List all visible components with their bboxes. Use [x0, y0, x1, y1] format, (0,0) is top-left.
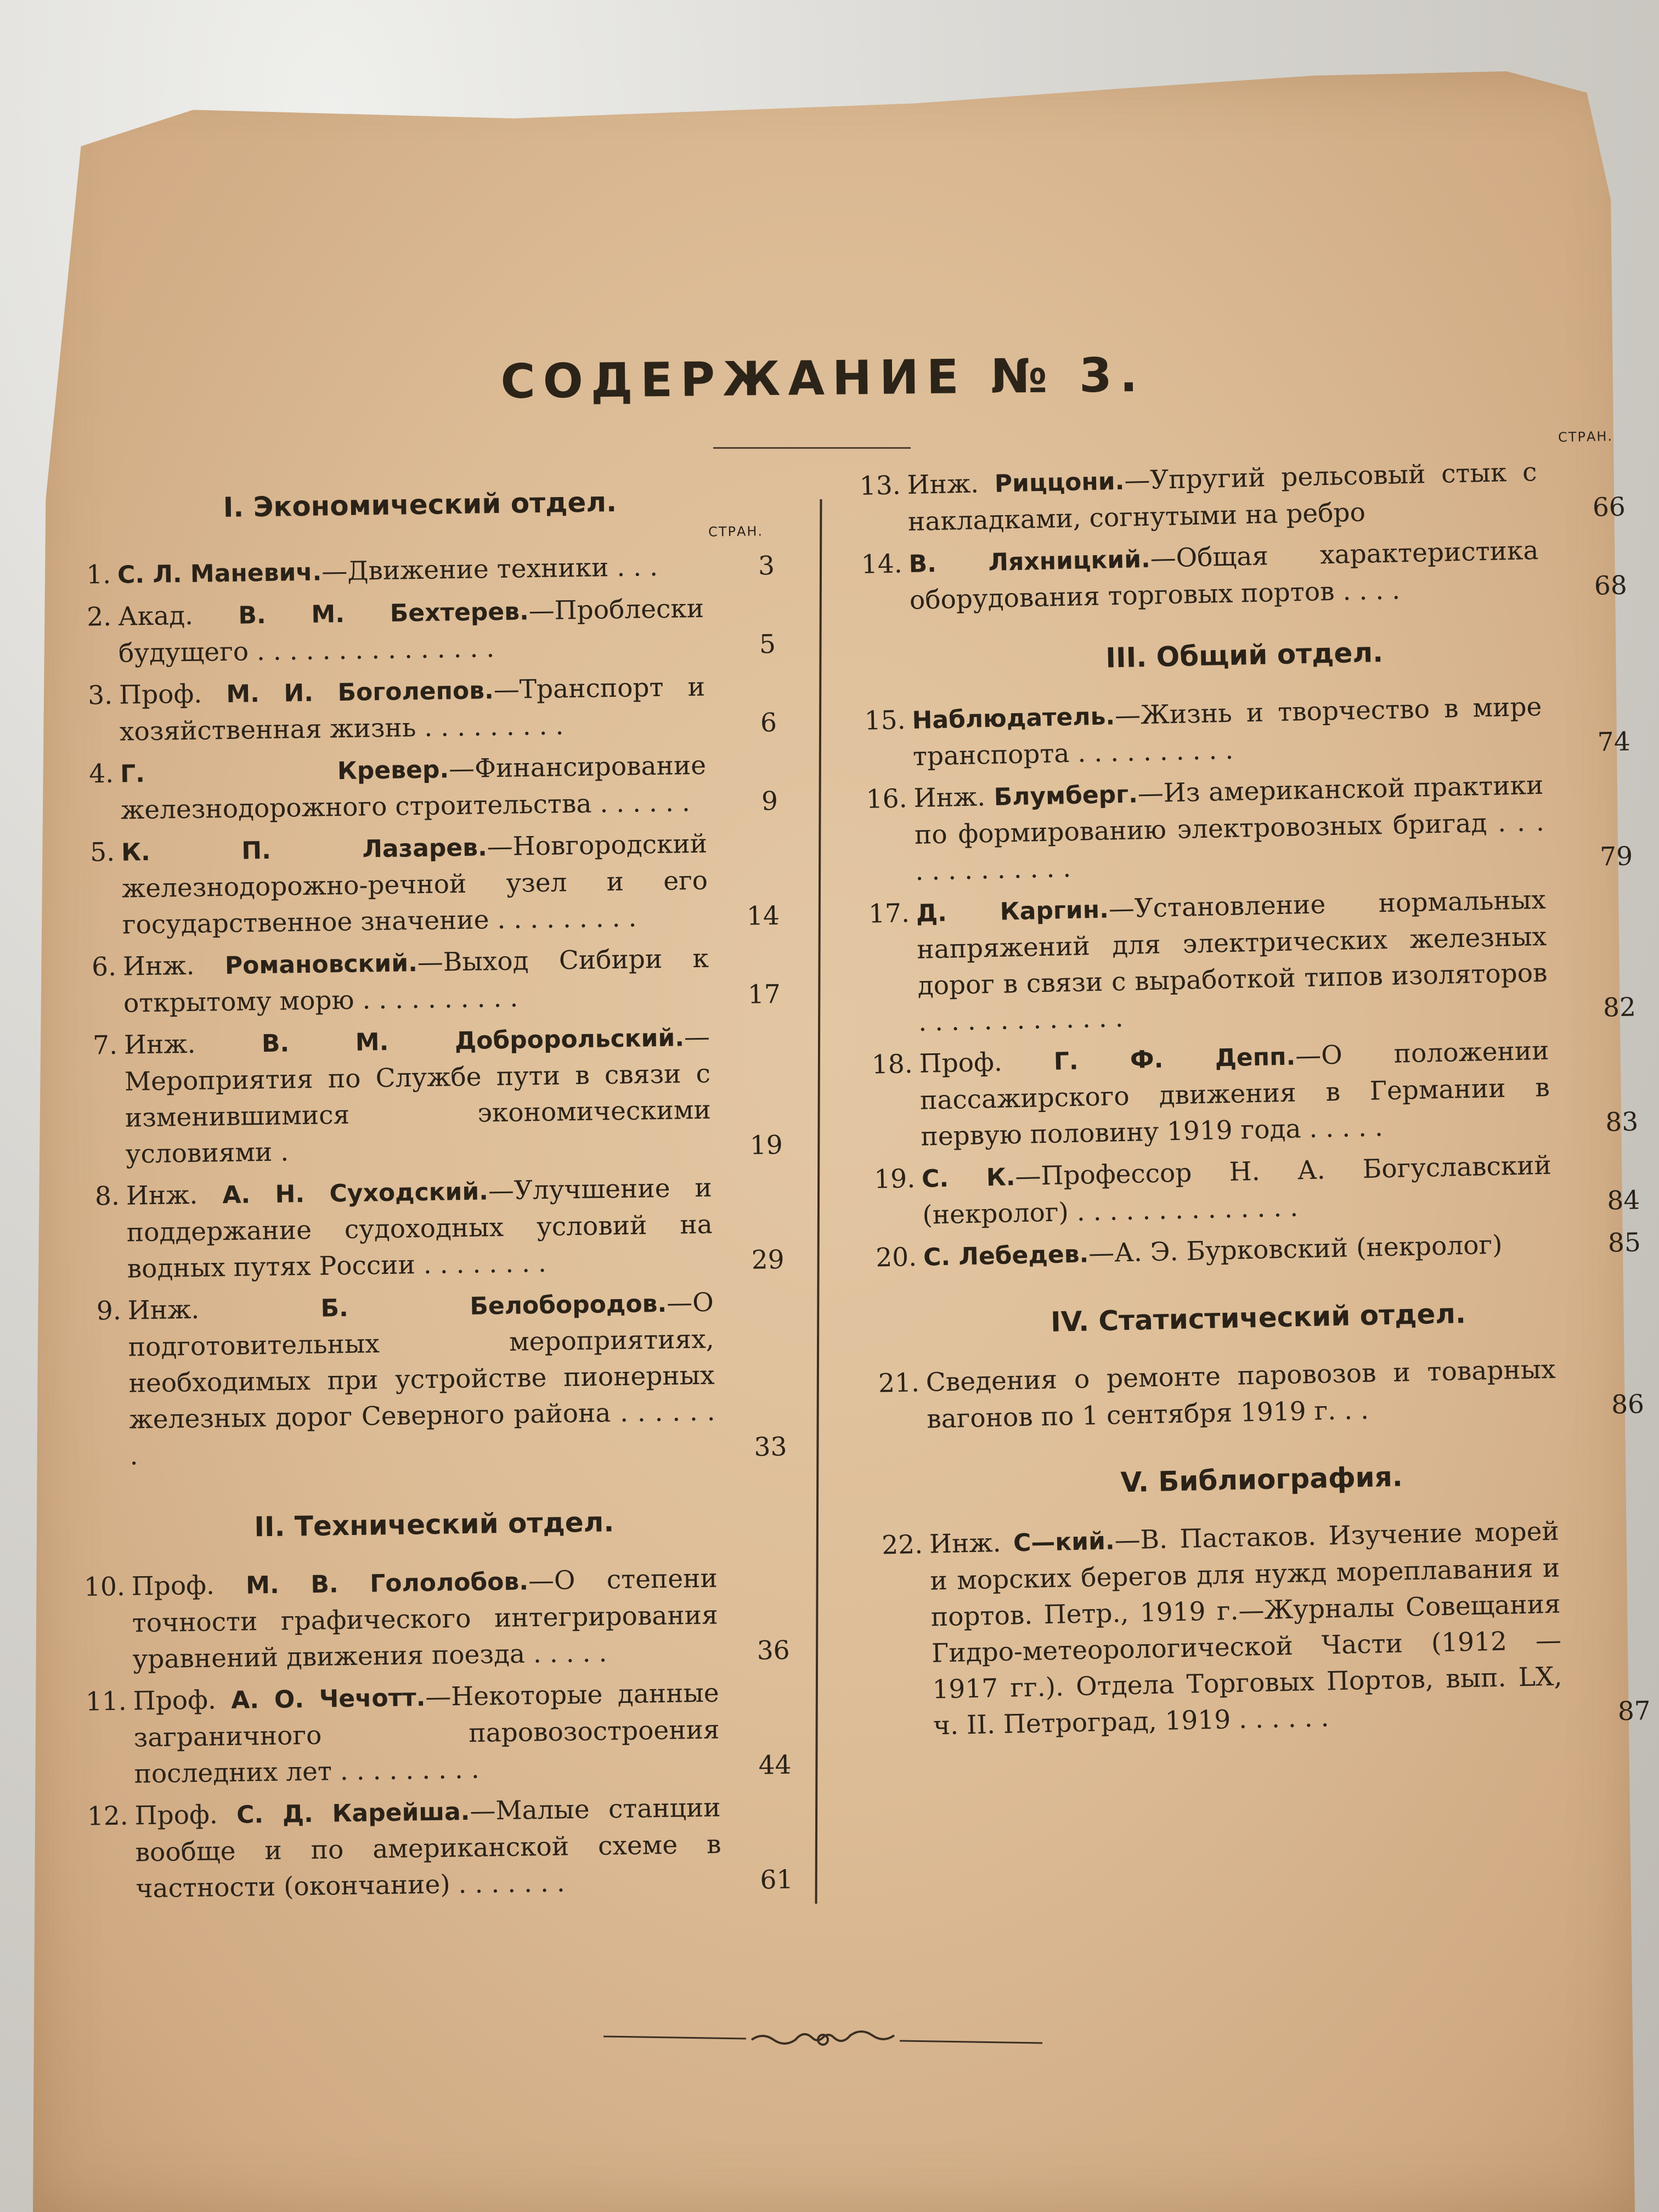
toc-entry: [878, 1511, 1651, 1745]
toc-entry: [84, 1789, 793, 1908]
entry-author: Риццони.: [994, 467, 1125, 498]
entry-page: 6: [760, 707, 777, 738]
entry-number: 3.: [87, 680, 113, 711]
entry-text: —Упругий рельсовый стык с накладками, согнутыми на ребро: [907, 457, 1537, 538]
toc-entry: [69, 668, 777, 751]
entry-page: 68: [1594, 570, 1628, 601]
entry-page: 82: [1602, 992, 1637, 1023]
section-heading: III. Общий отдел.: [1105, 636, 1384, 674]
entry-body: [912, 689, 1543, 775]
entry-body: [134, 1790, 722, 1908]
entry-body: [127, 1285, 716, 1475]
entry-page: 33: [754, 1431, 787, 1463]
entry-number: 9.: [96, 1295, 122, 1327]
entry-text: —Малые станции вообще и по американской схеме в частности (окончание) . . . . . . .: [135, 1792, 721, 1904]
entry-number: 17.: [868, 898, 910, 929]
entry-page: 86: [1611, 1389, 1645, 1420]
entry-body: [131, 1561, 719, 1678]
entry-author: С. Лебедев.: [923, 1240, 1089, 1272]
entry-text: —Общая характеристика оборудования торговых портов . . . .: [909, 535, 1539, 616]
toc-entry: [856, 453, 1626, 541]
entry-page: 44: [758, 1750, 792, 1781]
entry-number: 5.: [89, 837, 115, 868]
entry-author: Романовский.: [224, 949, 418, 980]
entry-body: [923, 1226, 1553, 1276]
toc-entry: [75, 1169, 785, 1288]
toc-entry: [77, 1284, 787, 1475]
entry-prefix: Проф.: [133, 1685, 232, 1717]
entry-number: 20.: [875, 1242, 917, 1273]
entry-text: —Транспорт и хозяйственная жизнь . . . . . . . . .: [119, 672, 706, 747]
entry-page: 87: [1617, 1696, 1651, 1727]
entry-text: —Некоторые данные заграничного паровозостроения последних лет . . . . . . . . .: [133, 1678, 720, 1790]
entry-text: —О подготовительных мероприятиях, необходимых при устройстве пионерных железных дорог Северного района . . . . . . .: [128, 1287, 715, 1471]
entry-author: Блумберг.: [994, 780, 1138, 811]
entry-body: [119, 669, 706, 751]
entry-author: В. М. Добророльский.: [261, 1024, 685, 1058]
toc-entry: [82, 1674, 792, 1793]
entry-page: 74: [1597, 726, 1631, 758]
entry-prefix: Проф.: [131, 1570, 246, 1602]
entry-number: 8.: [94, 1181, 120, 1212]
entry-author: Г. Ф. Депп.: [1053, 1042, 1296, 1076]
entry-number: 19.: [873, 1164, 916, 1195]
entry-prefix: Инж.: [126, 1180, 223, 1211]
entry-text: —Из американской практики по формированию электровозных бригад . . . . . . . . . . . . .: [914, 770, 1545, 887]
entry-body: [926, 1352, 1557, 1438]
entry-text: —А. Э. Бурковский (некролог): [1088, 1229, 1503, 1269]
entry-body: [121, 826, 709, 944]
entry-text: —О положении пассажирского движения в Германии в первую половину 1919 года . . . . .: [919, 1035, 1550, 1152]
entry-body: [921, 1148, 1553, 1234]
entry-author: К. П. Лазарев.: [121, 833, 488, 867]
section-heading: IV. Статистический отдел.: [1050, 1297, 1466, 1338]
entry-page: 17: [747, 979, 781, 1010]
entry-prefix: Проф.: [919, 1046, 1054, 1079]
entry-prefix: Проф.: [119, 678, 227, 710]
entry-author: Наблюдатель.: [912, 702, 1115, 735]
entry-text: —Жизнь и творчество в мире транспорта . . . . . . . . . .: [912, 691, 1542, 772]
entry-number: 18.: [871, 1049, 913, 1080]
entry-body: [123, 941, 710, 1022]
entry-author: С. Д. Карейша.: [236, 1797, 470, 1829]
entry-body: [919, 1033, 1551, 1155]
entry-body: [133, 1675, 720, 1793]
entry-author: В. М. Бехтерев.: [238, 597, 529, 630]
entry-body: [909, 533, 1540, 619]
entry-number: 22.: [881, 1529, 923, 1561]
entry-text: —Улучшение и поддержание судоходных условий на водных путях России . . . . . . . .: [126, 1172, 713, 1284]
toc-entry: [72, 940, 781, 1023]
entry-prefix: Акад.: [117, 600, 239, 632]
entry-number: 21.: [878, 1367, 920, 1399]
toc-entry: [74, 1018, 783, 1173]
entry-prefix: Инж.: [123, 1028, 262, 1060]
entry-body: [913, 768, 1545, 890]
toc-entry: [875, 1350, 1644, 1438]
entry-text: —В. Пастаков. Изучение морей и морских берегов для нужд мореплавания и портов. Петр., 1919 г.—Журналы Совещания Гидро-метеорологической Части (1912 — 1917 гг.). Отдела Торговых Портов, вып. LX, ч. II. Петроград, 1919 . . . . . .: [929, 1516, 1562, 1741]
entry-text: —Движение техники . . .: [321, 551, 658, 587]
entry-page: 85: [1607, 1227, 1641, 1259]
section-heading: V. Библиография.: [1120, 1460, 1403, 1499]
toc-entry: [868, 1031, 1639, 1156]
entry-prefix: Инж.: [127, 1293, 321, 1326]
entry-text: —Новгородский железнодорожно-речной узел и его государственное значение . . . . . . . . .: [121, 828, 708, 940]
entry-body: [118, 591, 705, 672]
toc-entry: [81, 1560, 790, 1679]
entry-body: [126, 1170, 713, 1288]
section-heading: I. Экономический отдел.: [223, 486, 617, 523]
entry-number: 15.: [864, 705, 906, 736]
entry-page: 36: [757, 1635, 790, 1666]
entry-body: [907, 454, 1538, 540]
entry-author: Б. Белобородов.: [320, 1289, 667, 1323]
entry-number: 14.: [861, 549, 903, 580]
entry-prefix: Инж.: [929, 1527, 1014, 1560]
right-column: [856, 428, 1651, 1751]
entry-author: А. Н. Суходский.: [222, 1177, 489, 1210]
entry-author: А. О. Чечотт.: [230, 1684, 426, 1715]
entry-page: 61: [760, 1864, 793, 1895]
entry-body: [124, 1019, 712, 1173]
entry-page: 79: [1599, 841, 1633, 872]
toc-entry: [70, 747, 778, 830]
entry-text: —Выход Сибири к открытому морю . . . . . . . . . .: [123, 943, 709, 1019]
entry-body: [916, 882, 1548, 1041]
entry-number: 2.: [86, 601, 112, 633]
entry-number: 6.: [91, 951, 117, 983]
entry-page: 9: [761, 786, 778, 817]
entry-text: —Проблески будущего . . . . . . . . . . . . . . .: [118, 593, 704, 669]
entry-number: 4.: [88, 758, 114, 789]
entry-page: 14: [746, 900, 780, 932]
entry-author: С. Л. Маневич.: [117, 558, 322, 589]
page-title: СОДЕРЖАНИЕ № 3.: [500, 347, 1146, 410]
entry-page: 29: [751, 1244, 785, 1276]
toc-entry: [861, 687, 1630, 776]
entry-number: 10.: [83, 1571, 126, 1602]
entry-text: —Профессор Н. А. Богуславский (некролог) . . . . . . . . . . . . . .: [922, 1150, 1552, 1231]
entry-text: —Установление нормальных напряжений для электрических железных дорог в связи с выработкой типов изоляторов . . . . . . . . . . . . .: [916, 884, 1548, 1037]
entry-text: —О степени точности графического интегрирования уравнений движения поезда . . . . .: [132, 1563, 719, 1675]
entry-page: 84: [1606, 1185, 1640, 1216]
entry-author: В. Ляхницкий.: [909, 545, 1151, 579]
toc-entry: [858, 531, 1627, 620]
entry-author: С. К.: [921, 1163, 1015, 1193]
toc-entry: [67, 590, 776, 673]
entry-number: 1.: [86, 559, 111, 590]
entry-body: [929, 1514, 1563, 1745]
toc-entry: [865, 880, 1636, 1041]
pages-column-label: СТРАН.: [708, 523, 764, 540]
entry-number: 13.: [859, 470, 901, 501]
entry-page: 19: [749, 1130, 783, 1161]
decorative-ornament: [603, 2024, 1042, 2057]
entry-text: Сведения о ремонте паровозов и товарных вагонов по 1 сентября 1919 г. . .: [926, 1354, 1556, 1435]
entry-prefix: Проф.: [134, 1799, 237, 1831]
entry-number: 12.: [87, 1801, 129, 1832]
toc-entry: [871, 1146, 1640, 1234]
entry-number: 7.: [92, 1030, 118, 1061]
toc-entry: [67, 548, 775, 594]
entry-page: 3: [758, 550, 775, 582]
section-heading: II. Технический отдел.: [253, 1506, 614, 1543]
entry-page: 83: [1605, 1107, 1639, 1138]
entry-number: 11.: [85, 1686, 127, 1717]
entry-body: [117, 549, 704, 594]
entry-author: М. И. Боголепов.: [226, 676, 494, 708]
toc-entry: [71, 825, 780, 944]
entry-author: Д. Каргин.: [916, 895, 1109, 928]
entry-text: —Финансирование железнодорожного строительства . . . . . .: [120, 750, 707, 826]
entry-page: 5: [759, 629, 776, 660]
entry-author: М. В. Гололобов.: [245, 1567, 529, 1600]
entry-page: 66: [1592, 492, 1626, 523]
entry-text: —Мероприятия по Службе пути в связи с изменившимися экономическими условиями .: [124, 1022, 712, 1170]
entry-body: [120, 748, 707, 829]
left-column: [66, 484, 793, 1914]
entry-author: С—кий.: [1013, 1527, 1115, 1558]
pages-column-label: СТРАН.: [1558, 428, 1613, 445]
entry-prefix: Инж.: [907, 468, 995, 501]
toc-entry: [863, 766, 1633, 891]
entry-prefix: Инж.: [122, 950, 225, 982]
entry-number: 16.: [866, 783, 908, 815]
entry-author: Г. Кревер.: [120, 755, 449, 788]
entry-prefix: Инж.: [913, 781, 995, 814]
